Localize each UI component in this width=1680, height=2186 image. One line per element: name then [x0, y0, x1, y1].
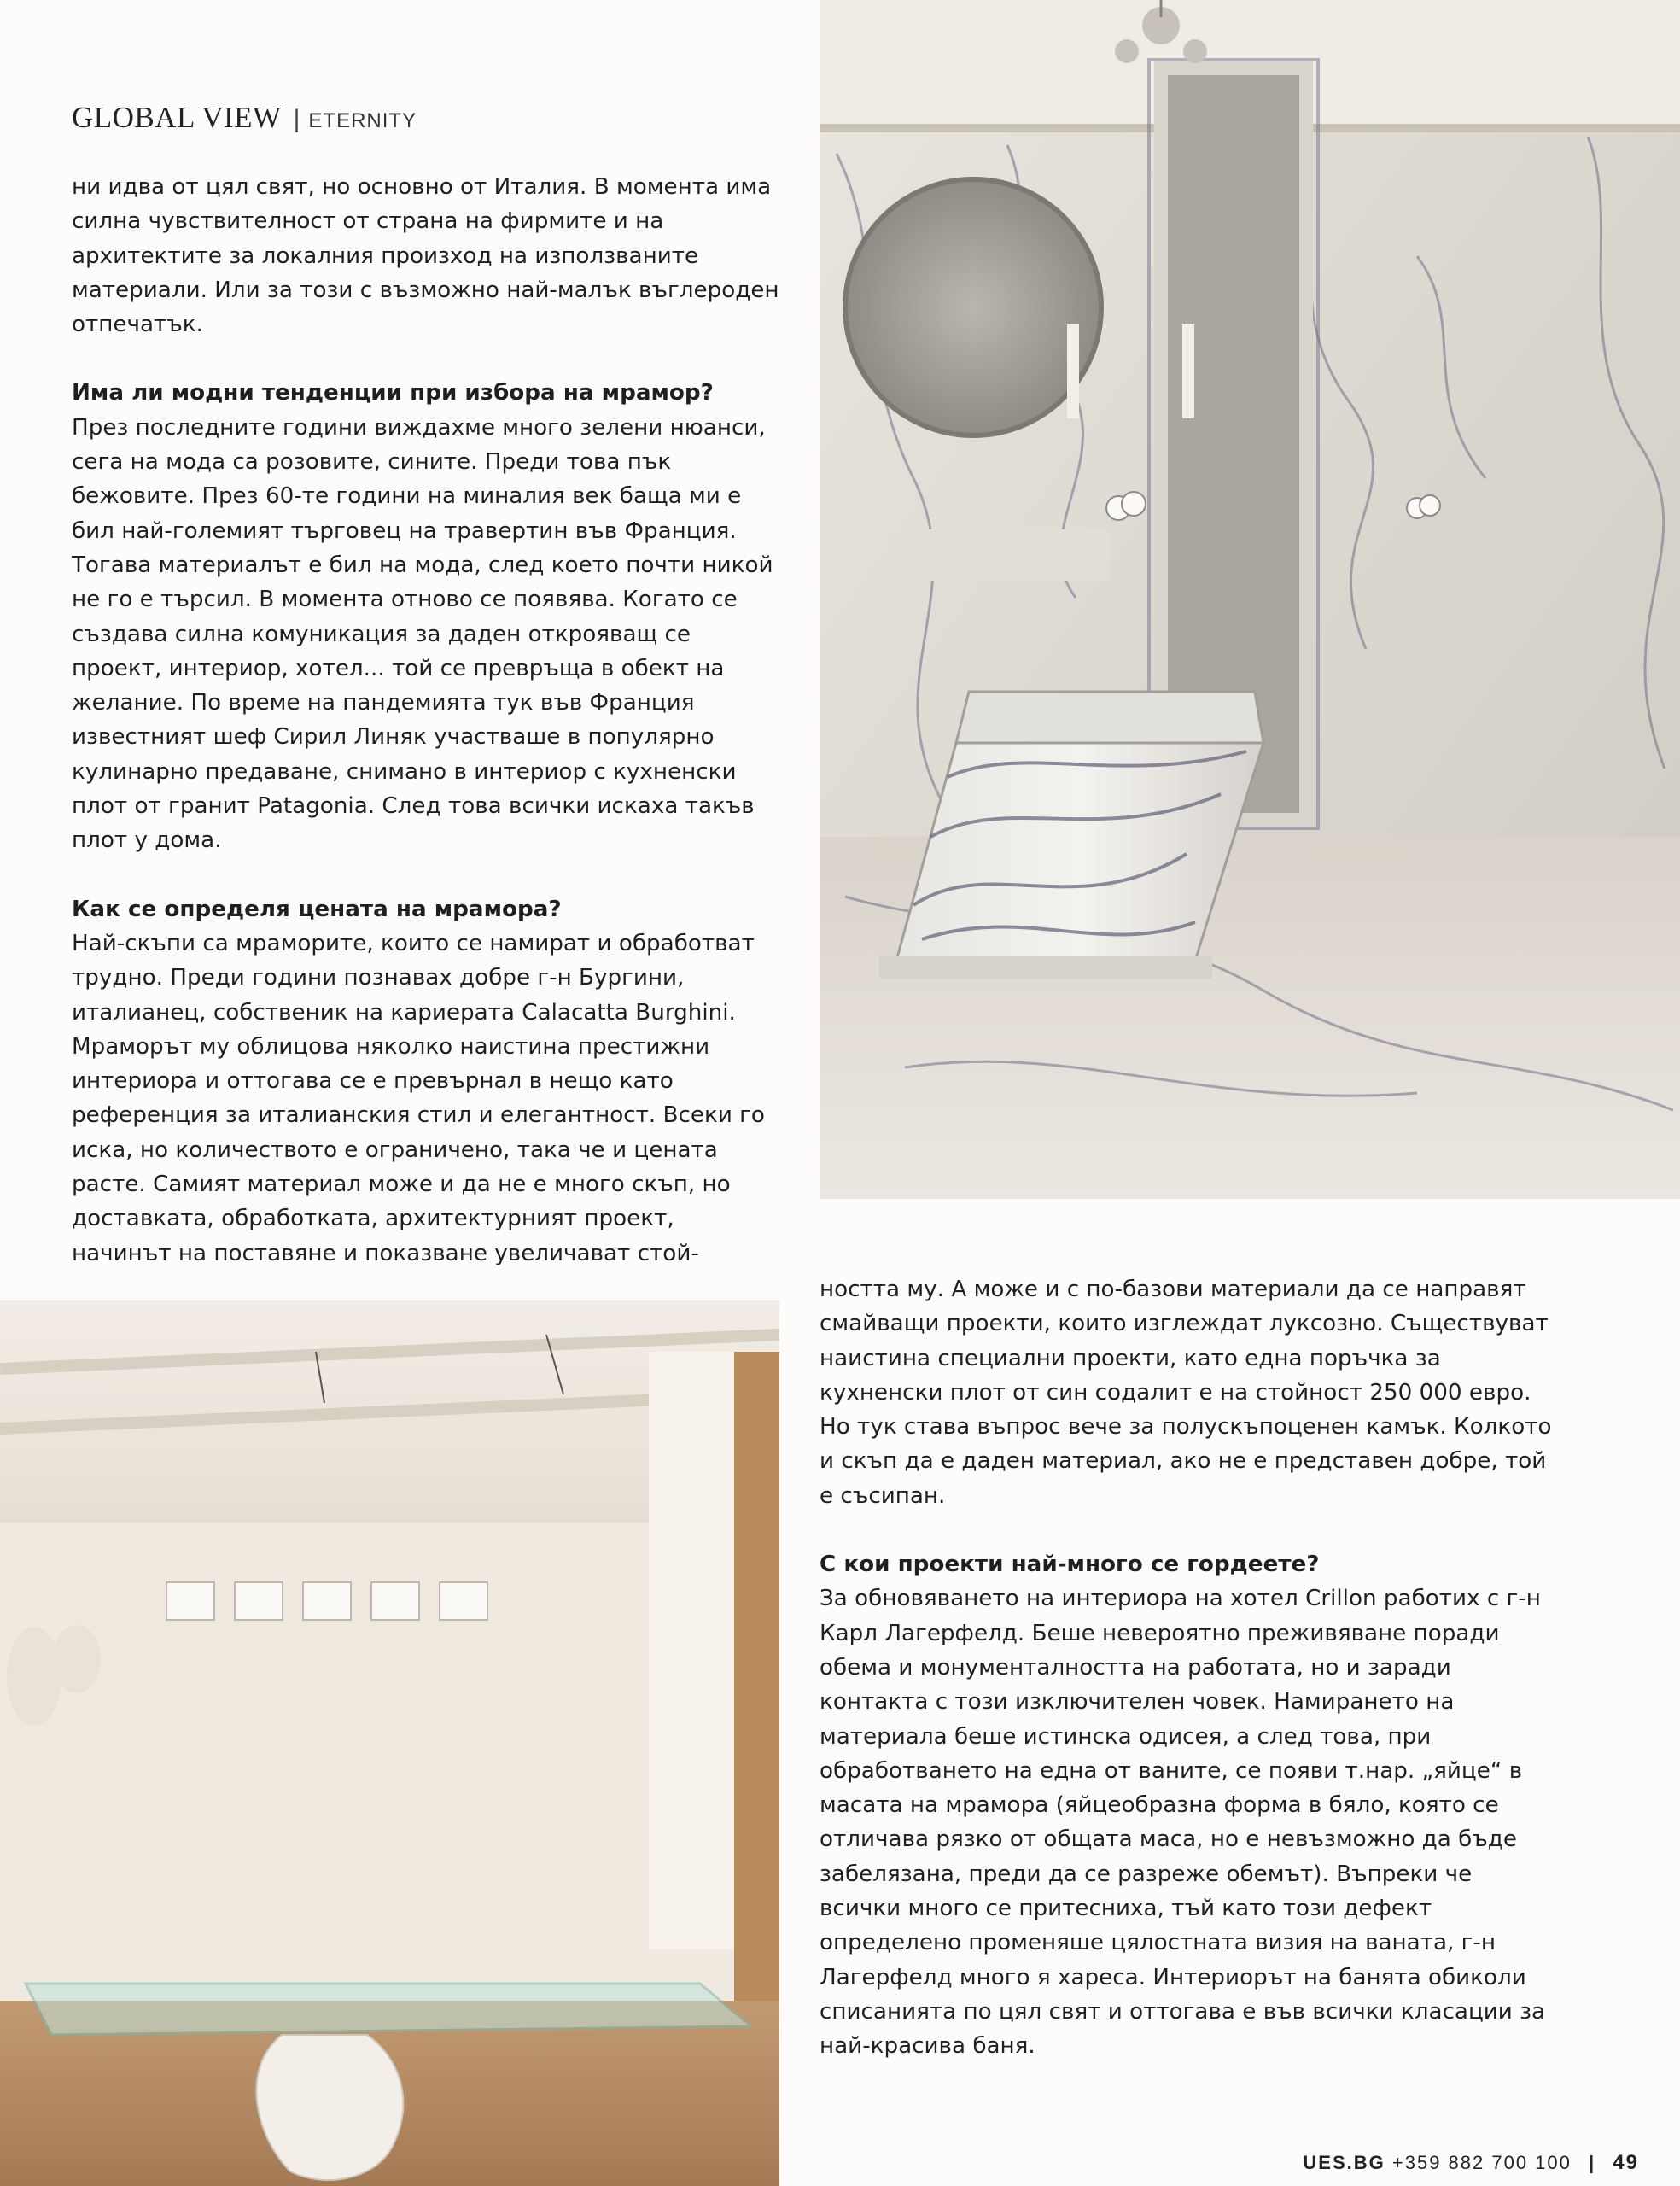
section-label: ETERNITY: [308, 109, 417, 132]
answer-paragraph: През последните години виждахме много зелени нюанси, сега на мода са розовите, сините. Преди това пък бежовите. През 60-те години на миналия век баща ми е бил най-големият търговец на травертин във Франция. Тогава материалът е бил на мода, след което почти никой не го е търсил. В момента отново се появява. Когато се създава силна комуникация за даден открояващ се проект, интериор, хотел... той се превръща в обект на желание. По време на пандемията тук във Франция известният шеф Сирил Линяк участваше в популярно кулинарно предаване, снимано в интериор с кухненски плот от гранит Patagonia. След това всички искаха такъв плот у дома.: [72, 414, 773, 854]
answer-paragraph: За обновяването на интериора на хотел Crillon работих с г-н Карл Лагерфелд. Беше невероятно преживяване поради обема и монументалността на работата, но и заради контакта с този изключителен човек. Намирането на материала беше истинска одисея, а след това, при обработването на една от ваните, се появи т.нар. „яйце“ в масата на мрамора (яйцеобразна форма в бяло, която се отличава рязко от общата маса, но е невъзможно да бъде забелязана, преди да се разреже обемът). Въпреки че всички много се притесниха, тъй като този дефект определено променяше цялостната визия на ваната, г-н Лагерфелд много я хареса. Интериорът на банята обиколи списанията по цял свят и оттогава е във всички класации за най-красива баня.: [820, 1586, 1546, 2060]
phone-number: +359 882 700 100: [1391, 2152, 1572, 2173]
paragraph-continued: ността му. А може и с по-базови материали да се направят смайващи проекти, които изглеждат луксозно. Съществуват наистина специални проекти, като една поръчка за кухненски плот от син содалит е на стойност 250 000 евро. Но тук става въпрос вече за полускъпоценен камък. Колкото и скъп да е даден материал, ако не е представен добре, той е съсипан.: [820, 1277, 1552, 1509]
question-heading: С кои проекти най-много се гордеете?: [820, 1552, 1320, 1578]
answer-paragraph: Най-скъпи са мраморите, които се намират и обработват трудно. Преди години познавах добре г-н Бургини, италианец, собственик на кариерата Calacatta Burghini. Мраморът му облицова няколко наистина престижни интериора и оттогава се е превърнал в нещо като референция за италианския стил и елегантност. Всеки го иска, но количеството е ограничено, така че и цената расте. Самият материал може и да не е много скъп, но доставката, обработката, архитектурният проект, начинът на поставяне и показване увеличават стой-: [72, 930, 765, 1266]
magazine-section-title: GLOBAL VIEW: [72, 101, 282, 134]
header-separator: |: [293, 105, 300, 133]
text-column-left: [72, 170, 780, 1271]
question-heading: Как се определя цената на мрамора?: [72, 896, 562, 922]
paragraph-intro: ни идва от цял свят, но основно от Италия. В момента има силна чувствителност от страна на фирмите и на архитектите за локалния произход на използваните материали. Или за този с възможно най-малък въглероден отпечатък.: [72, 174, 779, 338]
marble-bathroom-photo: [820, 0, 1680, 1199]
question-heading: Има ли модни тенденции при избора на мрамор?: [72, 380, 714, 406]
running-header: [72, 101, 417, 135]
text-column-right: [820, 1272, 1554, 2064]
website-label: UES.BG: [1303, 2152, 1385, 2173]
page-number: 49: [1613, 2151, 1639, 2174]
gallery-interior-photo: [0, 1300, 779, 2186]
footer-separator: |: [1589, 2152, 1596, 2173]
page-footer: [1127, 2151, 1639, 2175]
